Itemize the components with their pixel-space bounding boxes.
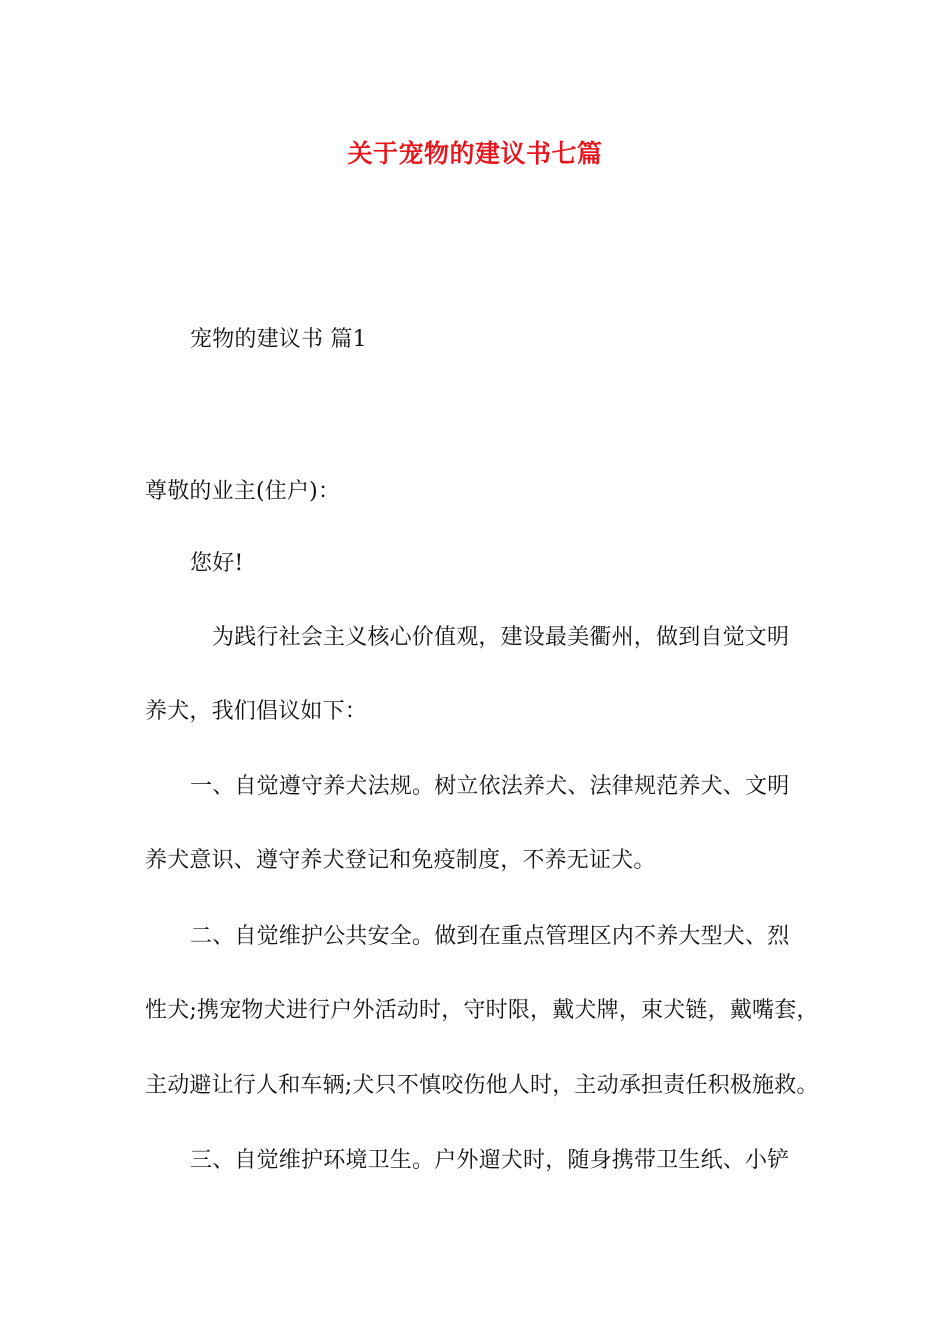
section-heading: 宠物的建议书 篇1 [190,327,367,352]
salutation: 尊敬的业主(住户)： [145,479,341,504]
paragraph-line: 一、自觉遵守养犬法规。树立依法养犬、法律规范养犬、文明 [190,774,790,799]
paragraph-line: 为践行社会主义核心价值观，建设最美衢州，做到自觉文明 [212,625,790,650]
paragraph-line: 性犬;携宠物犬进行户外活动时，守时限，戴犬牌，束犬链，戴嘴套， [145,998,819,1023]
greeting: 您好! [190,551,244,576]
paragraph-line: 三、自觉维护环境卫生。户外遛犬时，随身携带卫生纸、小铲 [190,1148,790,1173]
paragraph-line: 二、自觉维护公共安全。做到在重点管理区内不养大型犬、烈 [190,924,790,949]
paragraph-line: 主动避让行人和车辆;犬只不慎咬伤他人时，主动承担责任积极施救。 [145,1073,819,1098]
paragraph-line: 养犬意识、遵守养犬登记和免疫制度，不养无证犬。 [145,848,656,873]
document-title: 关于宠物的建议书七篇 [347,139,603,168]
paragraph-line: 养犬，我们倡议如下： [145,699,368,724]
